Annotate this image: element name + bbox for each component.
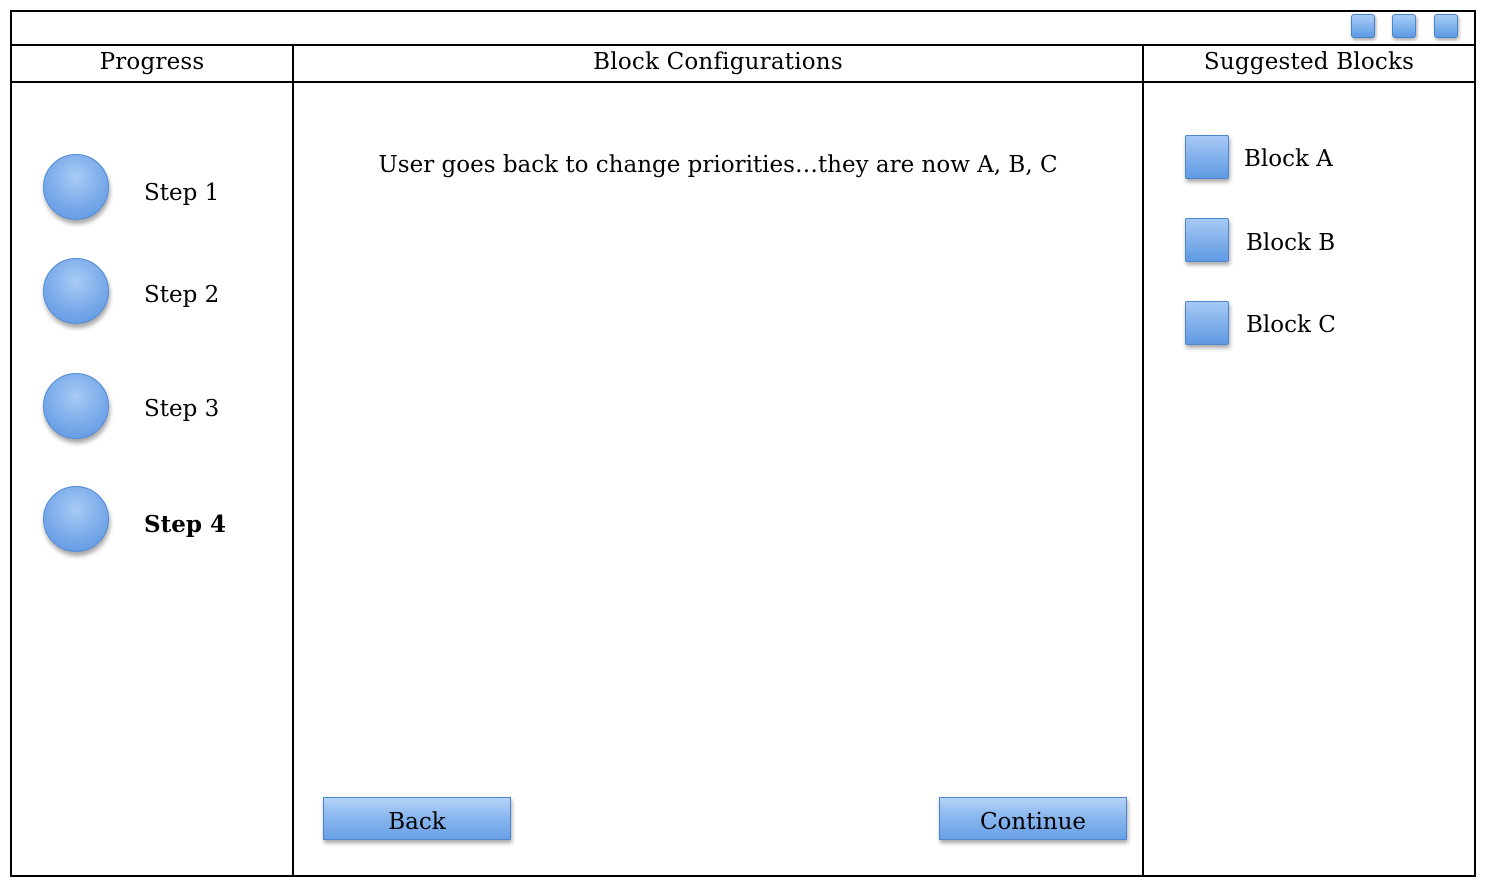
continue-button[interactable]: Continue bbox=[939, 797, 1127, 840]
block-c-label[interactable]: Block C bbox=[1246, 312, 1336, 338]
block-a-icon[interactable] bbox=[1185, 135, 1229, 179]
step-4-label[interactable]: Step 4 bbox=[144, 511, 226, 538]
step-2-label[interactable]: Step 2 bbox=[144, 282, 220, 308]
step-2-indicator[interactable] bbox=[43, 258, 109, 324]
block-b-icon[interactable] bbox=[1185, 218, 1229, 262]
configuration-message: User goes back to change priorities…they are now A, B, C bbox=[378, 152, 1058, 178]
block-c-icon[interactable] bbox=[1185, 301, 1229, 345]
block-b-label[interactable]: Block B bbox=[1246, 230, 1336, 256]
window-button-2[interactable] bbox=[1392, 14, 1416, 38]
suggested-blocks-header: Suggested Blocks bbox=[1203, 49, 1415, 75]
step-1-indicator[interactable] bbox=[43, 154, 109, 220]
step-4-indicator[interactable] bbox=[43, 486, 109, 552]
step-1-label[interactable]: Step 1 bbox=[144, 180, 220, 206]
header-divider bbox=[10, 81, 1476, 83]
right-column-divider bbox=[1142, 44, 1144, 875]
window-button-3[interactable] bbox=[1434, 14, 1458, 38]
step-3-indicator[interactable] bbox=[43, 373, 109, 439]
window-button-1[interactable] bbox=[1351, 14, 1375, 38]
app-window bbox=[10, 10, 1476, 877]
block-configurations-header: Block Configurations bbox=[593, 49, 843, 75]
block-a-label[interactable]: Block A bbox=[1244, 146, 1333, 172]
progress-header: Progress bbox=[99, 49, 205, 75]
back-button[interactable]: Back bbox=[323, 797, 511, 840]
step-3-label[interactable]: Step 3 bbox=[144, 396, 220, 422]
